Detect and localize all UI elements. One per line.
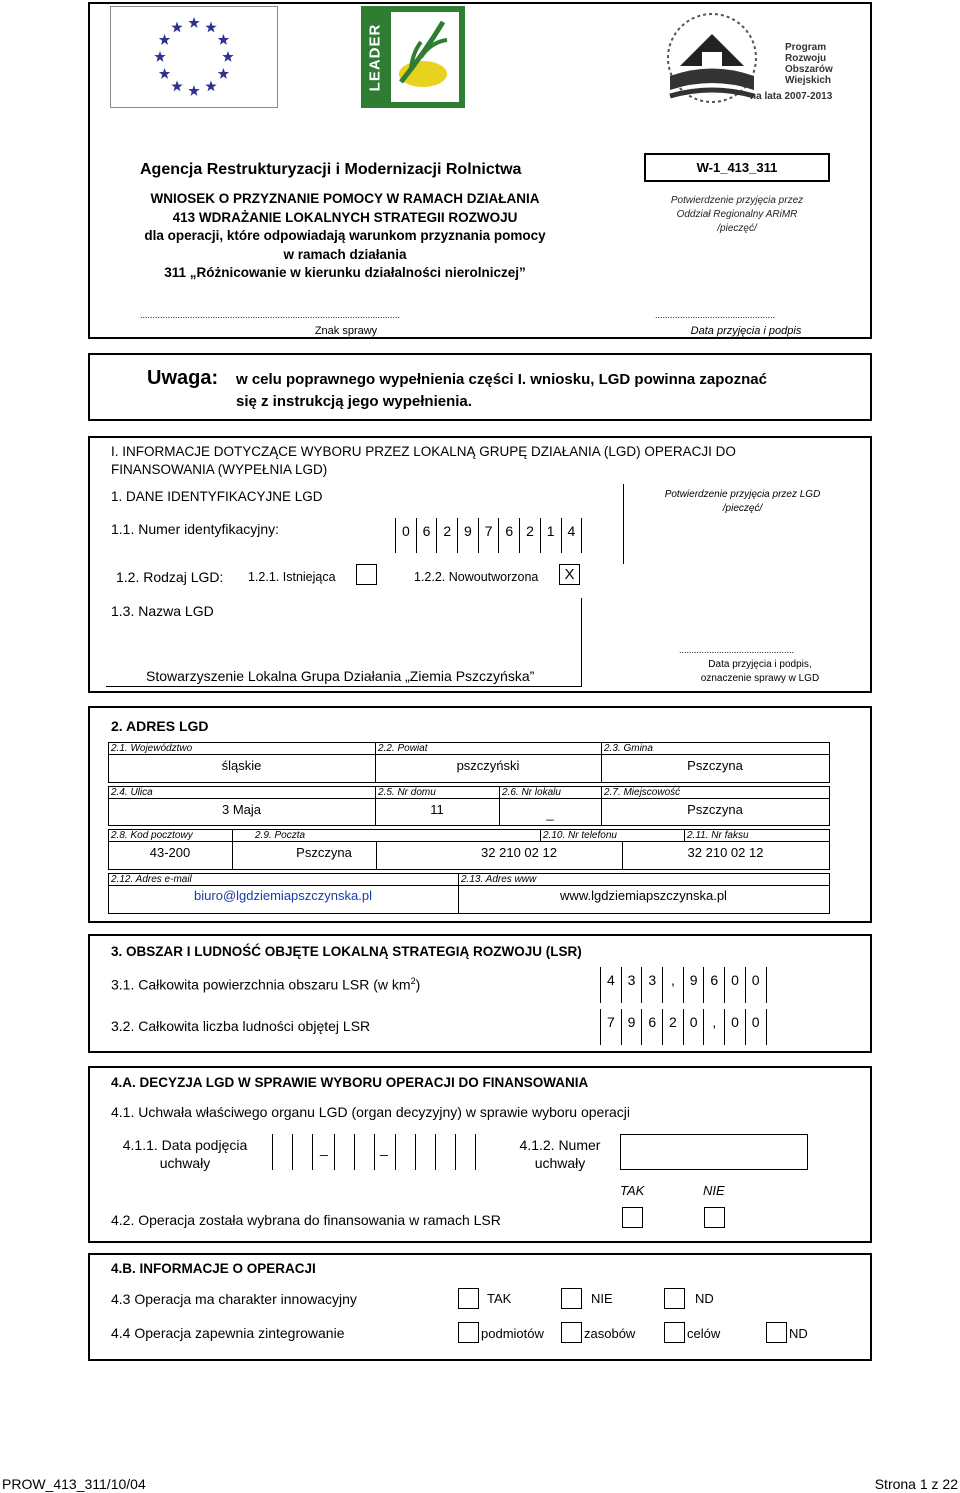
eu-stars-icon — [111, 7, 277, 107]
resolution-number-label: 4.1.2. Numer uchwały — [519, 1137, 601, 1171]
resolution-label: 4.1. Uchwała właściwego organu LGD (organ decyzyjny) w sprawie wyboru operacji — [111, 1104, 631, 1120]
footer-page: Strona 1 z 22 — [874, 1476, 958, 1492]
integration-label: 4.4 Operacja zapewnia zintegrowanie — [111, 1325, 345, 1341]
digit-cell[interactable]: 0 — [746, 1009, 767, 1045]
date-receipt-dots: ................................................ — [655, 310, 776, 320]
digit-cell[interactable]: 4 — [562, 518, 583, 553]
innovation-yes-label: TAK — [487, 1291, 512, 1306]
case-number-label: Znak sprawy — [314, 325, 378, 337]
wheat-icon — [391, 12, 459, 102]
post-value[interactable]: Pszczyna — [296, 845, 352, 860]
digit-cell[interactable]: 1 — [541, 518, 562, 553]
innovation-no-checkbox[interactable] — [561, 1288, 582, 1309]
id-number-cells — [395, 518, 582, 553]
resolution-date-day[interactable] — [272, 1134, 313, 1170]
fax-label: 2.11. Nr faksu — [687, 830, 749, 841]
digit-cell[interactable]: 2 — [437, 518, 458, 553]
eu-star-icon — [188, 17, 199, 28]
selected-yes-checkbox[interactable] — [622, 1207, 643, 1228]
innovation-nd-checkbox[interactable] — [664, 1288, 685, 1309]
town-value[interactable]: Pszczyna — [687, 802, 743, 817]
form-code-box — [644, 153, 830, 182]
lgd-date-line-1: Data przyjęcia i podpis, — [708, 659, 812, 670]
voivodeship-value[interactable]: śląskie — [221, 758, 262, 773]
prow-years: na lata 2007-2013 — [750, 91, 833, 102]
town-label: 2.7. Miejscowość — [604, 787, 681, 798]
email-value[interactable]: biuro@lgdziemiapszczynska.pl — [194, 888, 372, 903]
eu-star-icon — [205, 22, 216, 33]
digit-cell[interactable]: 3 — [642, 967, 663, 1003]
digit-cell[interactable]: 0 — [396, 518, 417, 553]
arimr-confirm-line-2: Oddział Regionalny ARiMR — [676, 209, 798, 220]
lgd-existing-checkbox[interactable] — [356, 564, 377, 585]
resolution-date-label: 4.1.1. Data podjęcia uchwały — [122, 1137, 248, 1171]
innovation-no-label: NIE — [591, 1291, 613, 1306]
population-label: 3.2. Całkowita liczba ludności objętej LSR — [111, 1018, 371, 1034]
digit-cell[interactable]: 9 — [458, 518, 479, 553]
integration-goals-label: celów — [687, 1326, 721, 1341]
section-1-1-title: 1. DANE IDENTYFIKACYJNE LGD — [111, 489, 323, 504]
area-title: 3. OBSZAR I LUDNOŚĆ OBJĘTE LOKALNĄ STRATEGIĄ ROZWOJU (LSR) — [111, 944, 582, 959]
agency-name: Agencja Restrukturyzacji i Modernizacji Rolnictwa — [140, 161, 522, 178]
lgd-type-label: 1.2. Rodzaj LGD: — [116, 569, 224, 585]
form-title-line-5: 311 „Różnicowanie w kierunku działalności nierolniczej” — [164, 265, 526, 280]
lgd-date-dots: .............................................. — [679, 645, 795, 655]
house-value[interactable]: 11 — [430, 802, 444, 817]
digit-cell[interactable]: 6 — [499, 518, 520, 553]
eu-star-icon — [154, 51, 165, 62]
integration-entities-checkbox[interactable] — [458, 1322, 479, 1343]
id-number-label: 1.1. Numer identyfikacyjny: — [111, 521, 280, 537]
county-value[interactable]: pszczyński — [456, 758, 520, 773]
arimr-confirm-line-3: /pieczęć/ — [717, 223, 757, 234]
date-separator-2: _ — [380, 1140, 388, 1156]
notice-prefix: Uwaga: — [147, 367, 219, 389]
digit-cell[interactable]: 3 — [622, 967, 643, 1003]
selected-label: 4.2. Operacja została wybrana do finansowania w ramach LSR — [111, 1212, 501, 1228]
lgd-confirmation — [640, 488, 845, 516]
prow-line-1: Program — [785, 42, 827, 53]
lgd-confirm-line-2: /pieczęć/ — [722, 503, 763, 514]
prow-line-4: Wiejskich — [785, 75, 832, 86]
fax-value[interactable]: 32 210 02 12 — [687, 845, 764, 860]
phone-value[interactable]: 32 210 02 12 — [481, 845, 557, 860]
leader-logo — [361, 6, 465, 108]
eu-star-icon — [159, 34, 170, 45]
eu-star-icon — [171, 80, 182, 91]
post-label: 2.9. Poczta — [255, 830, 306, 841]
digit-cell[interactable]: 4 — [601, 967, 622, 1003]
innovation-yes-checkbox[interactable] — [458, 1288, 479, 1309]
lgd-name-label: 1.3. Nazwa LGD — [111, 603, 214, 619]
phone-label: 2.10. Nr telefonu — [543, 830, 617, 841]
eu-star-icon — [222, 51, 233, 62]
eu-star-icon — [188, 85, 199, 96]
operation-title: 4.B. INFORMACJE O OPERACJI — [111, 1261, 316, 1276]
form-title-line-4: w ramach działania — [283, 246, 407, 262]
digit-cell[interactable]: , — [704, 1009, 725, 1045]
integration-nd-checkbox[interactable] — [766, 1322, 787, 1343]
form-title-line-1: WNIOSEK O PRZYZNANIE POMOCY W RAMACH DZIAŁANIA — [150, 191, 540, 206]
eu-star-icon — [159, 68, 170, 79]
yes-header: TAK — [620, 1183, 645, 1198]
lgd-confirm-divider — [623, 484, 624, 564]
resolution-date-month[interactable] — [334, 1134, 375, 1170]
notice-line-2: się z instrukcją jego wypełnienia. — [236, 393, 472, 410]
section-1-title-line-2: FINANSOWANIA (WYPEŁNIA LGD) — [111, 462, 328, 477]
lgd-new-label: 1.2.2. Nowoutworzona — [414, 570, 539, 584]
digit-cell[interactable]: , — [663, 967, 684, 1003]
lgd-date-line-2: oznaczenie sprawy w LGD — [700, 673, 820, 684]
address-title: 2. ADRES LGD — [111, 718, 209, 734]
postcode-value[interactable]: 43-200 — [149, 845, 191, 860]
digit-cell[interactable]: 0 — [725, 1009, 746, 1045]
commune-label: 2.3. Gmina — [604, 743, 653, 754]
street-label: 2.4. Ulica — [111, 787, 153, 798]
digit-cell[interactable]: 2 — [663, 1009, 684, 1045]
county-label: 2.2. Powiat — [378, 743, 428, 754]
integration-entities-label: podmiotów — [481, 1326, 544, 1341]
digit-cell[interactable]: 0 — [746, 967, 767, 1003]
postcode-label: 2.8. Kod pocztowy — [111, 830, 193, 841]
digit-cell[interactable]: 0 — [684, 1009, 705, 1045]
case-number-dots: ........................................................................................................ — [140, 310, 401, 320]
innovation-nd-label: ND — [695, 1291, 714, 1306]
lgd-existing-label: 1.2.1. Istniejąca — [248, 570, 336, 584]
innovation-label: 4.3 Operacja ma charakter innowacyjny — [111, 1291, 357, 1307]
decision-title: 4.A. DECYZJA LGD W SPRAWIE WYBORU OPERACJI DO FINANSOWANIA — [111, 1075, 589, 1090]
arimr-confirmation — [644, 194, 830, 236]
form-title-line-2: 413 WDRAŻANIE LOKALNYCH STRATEGII ROZWOJU — [172, 209, 518, 225]
eu-flag-logo — [110, 6, 278, 108]
eu-star-icon — [218, 68, 229, 79]
selected-no-checkbox[interactable] — [704, 1207, 725, 1228]
voivodeship-label: 2.1. Województwo — [111, 743, 193, 754]
integration-resources-checkbox[interactable] — [561, 1322, 582, 1343]
form-title-line-3: dla operacji, które odpowiadają warunkom przyznania pomocy — [144, 228, 546, 243]
digit-cell[interactable]: 0 — [725, 967, 746, 1003]
lgd-new-checkbox[interactable]: X — [559, 564, 580, 585]
resolution-date-year[interactable] — [395, 1134, 476, 1170]
digit-cell[interactable]: 7 — [601, 1009, 622, 1045]
area-cells — [600, 967, 767, 1003]
www-value[interactable]: www.lgdziemiapszczynska.pl — [560, 888, 727, 903]
date-separator-1: _ — [320, 1140, 328, 1156]
area-label: 3.1. Całkowita powierzchnia obszaru LSR (w $km^2$) — [111, 976, 421, 993]
eu-star-icon — [218, 34, 229, 45]
email-label: 2.12. Adres e-mail — [111, 874, 192, 885]
notice-line-1: w celu poprawnego wypełnienia części I. wniosku, LGD powinna zapoznać — [236, 371, 767, 388]
www-label: 2.13. Adres www — [461, 874, 537, 885]
resolution-number-input[interactable] — [620, 1134, 808, 1170]
prow-line-3: Obszarów — [785, 64, 833, 75]
digit-cell[interactable]: 6 — [417, 518, 438, 553]
flat-label: 2.6. Nr lokalu — [502, 787, 561, 798]
lgd-confirm-line-1: Potwierdzenie przyjęcia przez LGD — [664, 489, 821, 500]
street-value[interactable]: 3 Maja — [221, 802, 262, 817]
leader-logo-text: LEADER — [366, 23, 384, 91]
prow-line-2: Rozwoju — [785, 53, 827, 64]
digit-cell[interactable]: 6 — [642, 1009, 663, 1045]
section-1-title-line-1: I. INFORMACJE DOTYCZĄCE WYBORU PRZEZ LOKALNĄ GRUPĘ DZIAŁANIA (LGD) OPERACJI DO — [111, 444, 736, 459]
integration-goals-checkbox[interactable] — [664, 1322, 685, 1343]
digit-cell[interactable]: 7 — [479, 518, 500, 553]
lgd-date-label — [655, 658, 865, 686]
eu-star-icon — [205, 80, 216, 91]
population-cells — [600, 1009, 767, 1045]
digit-cell[interactable]: 2 — [520, 518, 541, 553]
form-code: W-1_413_311 — [696, 160, 778, 175]
commune-value[interactable]: Pszczyna — [687, 758, 743, 773]
digit-cell[interactable]: 6 — [704, 967, 725, 1003]
lgd-name-value: Stowarzyszenie Lokalna Grupa Działania „Ziemia Pszczyńska” — [146, 668, 535, 684]
digit-cell[interactable]: 9 — [622, 1009, 643, 1045]
eu-star-icon — [171, 22, 182, 33]
date-receipt-label: Data przyjęcia i podpis — [690, 325, 802, 337]
arimr-confirm-line-1: Potwierdzenie przyjęcia przez — [670, 195, 804, 206]
house-label: 2.5. Nr domu — [378, 787, 436, 798]
flat-value[interactable]: _ — [546, 806, 554, 821]
form-title — [125, 190, 565, 283]
digit-cell[interactable]: 9 — [684, 967, 705, 1003]
integration-resources-label: zasobów — [584, 1326, 636, 1341]
footer-code: PROW_413_311/10/04 — [2, 1476, 146, 1492]
integration-nd-label: ND — [789, 1326, 808, 1341]
no-header: NIE — [703, 1183, 725, 1198]
prow-logo — [650, 6, 835, 108]
